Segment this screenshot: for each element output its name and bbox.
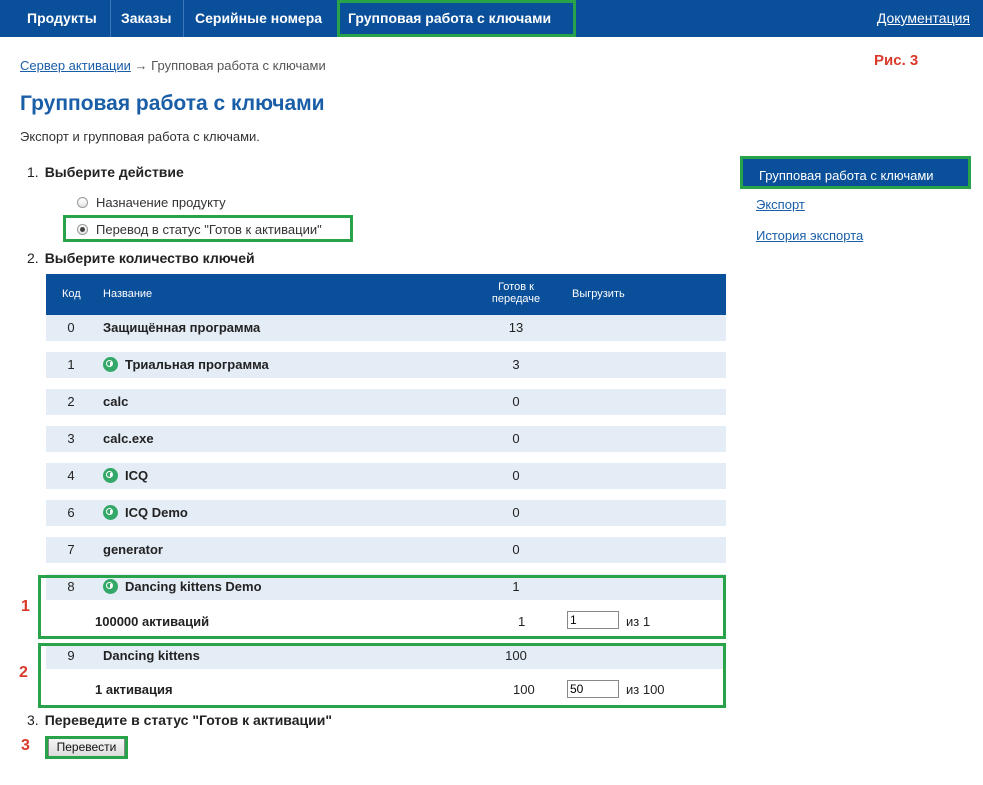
step-title: Переведите в статус "Готов к активации" [44,712,332,728]
row-name-text: Защищённая программа [103,320,261,335]
row-code: 2 [67,394,75,409]
table-row [46,574,726,600]
table-row [46,643,726,669]
annotation-label: 1 [21,598,30,615]
table-row [46,315,726,341]
radio-label: Перевод в статус "Готов к активации" [96,222,322,237]
row-name [103,648,200,663]
row-name-text: ICQ [125,468,149,483]
tab-serial-numbers[interactable]: Серийные номера [195,10,323,26]
row-ready: 13 [508,320,524,335]
transfer-button[interactable]: Перевести [48,738,125,757]
step-2-heading [27,250,255,266]
step-1-heading [27,164,184,180]
column-ready-line: передаче [491,293,541,305]
row-name [103,357,269,372]
table-row [46,500,726,526]
step-title: Выберите действие [44,164,184,180]
row-name-text: calc.exe [103,431,154,446]
figure-label: Рис. 3 [874,52,919,69]
row-name [103,320,260,335]
subrow-ready: 1 [518,614,526,629]
export-quantity-input[interactable] [567,611,619,629]
clock-icon [103,505,118,520]
row-code: 9 [67,648,75,663]
row-code: 6 [67,505,75,520]
top-navigation [0,0,983,37]
breadcrumb-arrow: → [134,58,148,73]
row-ready: 0 [512,542,520,557]
radio-button-checked[interactable] [77,224,88,235]
row-name-text: Dancing kittens Demo [125,579,262,594]
subrow-activations-name: 1 активация [95,682,173,697]
row-name [103,468,148,483]
annotation-label: 3 [21,737,30,754]
step-number: 2. [27,250,39,266]
table-header [46,274,726,315]
row-code: 1 [67,357,75,372]
tab-orders[interactable]: Заказы [121,10,172,26]
radio-button[interactable] [77,197,88,208]
row-name-text: Dancing kittens [103,648,200,663]
row-name [103,431,154,446]
row-ready: 0 [512,431,520,446]
sidebar-link-export-history[interactable]: История экспорта [756,228,864,243]
row-ready: 3 [512,357,520,372]
row-name [103,542,163,557]
row-name-text: calc [103,394,129,409]
clock-icon [103,357,118,372]
column-export: Выгрузить [572,288,625,300]
radio-assign-product[interactable] [77,195,226,210]
row-ready: 0 [512,505,520,520]
subrow-of-total: из 1 [626,614,651,629]
row-ready: 0 [512,394,520,409]
column-ready [486,281,546,305]
table-row [46,352,726,378]
column-name: Название [103,288,153,300]
sidebar-item-bulk-keys[interactable]: Групповая работа с ключами [740,156,971,189]
breadcrumb-root-link[interactable]: Сервер активации [20,58,131,73]
subrow-of-total: из 100 [626,682,665,697]
table-row [46,426,726,452]
clock-icon [103,468,118,483]
radio-ready-status[interactable] [77,222,322,237]
nav-divider [183,0,184,37]
step-number: 1. [27,164,39,180]
row-name-text: ICQ Demo [125,505,188,520]
breadcrumb [20,58,326,73]
table-row [46,537,726,563]
row-name-text: generator [103,542,163,557]
step-title: Выберите количество ключей [44,250,255,266]
row-ready: 0 [512,468,520,483]
table-row [46,463,726,489]
step-3-heading [27,712,332,728]
tab-bulk-keys[interactable]: Групповая работа с ключами [337,0,576,37]
column-code: Код [62,288,81,300]
tab-products[interactable]: Продукты [27,10,97,26]
page-subtitle: Экспорт и групповая работа с ключами. [20,129,260,144]
row-ready: 100 [505,648,527,663]
row-name-text: Триальная программа [125,357,269,372]
row-code: 3 [67,431,75,446]
row-name [103,394,128,409]
row-name [103,505,188,520]
row-code: 0 [67,320,75,335]
row-code: 4 [67,468,75,483]
row-code: 8 [67,579,75,594]
row-ready: 1 [512,579,520,594]
row-name [103,579,262,594]
radio-label: Назначение продукту [96,195,226,210]
clock-icon [103,579,118,594]
export-quantity-input[interactable] [567,680,619,698]
sidebar-link-export[interactable]: Экспорт [756,197,805,212]
documentation-link[interactable]: Документация [876,10,970,26]
annotation-label: 2 [19,664,28,681]
page-title: Групповая работа с ключами [20,92,325,115]
breadcrumb-current: Групповая работа с ключами [151,58,326,73]
column-ready-line: Готов к [498,281,534,293]
subrow-activations-name: 100000 активаций [95,614,210,629]
subrow-ready: 100 [513,682,535,697]
table-row [46,389,726,415]
step-number: 3. [27,712,39,728]
row-code: 7 [67,542,75,557]
